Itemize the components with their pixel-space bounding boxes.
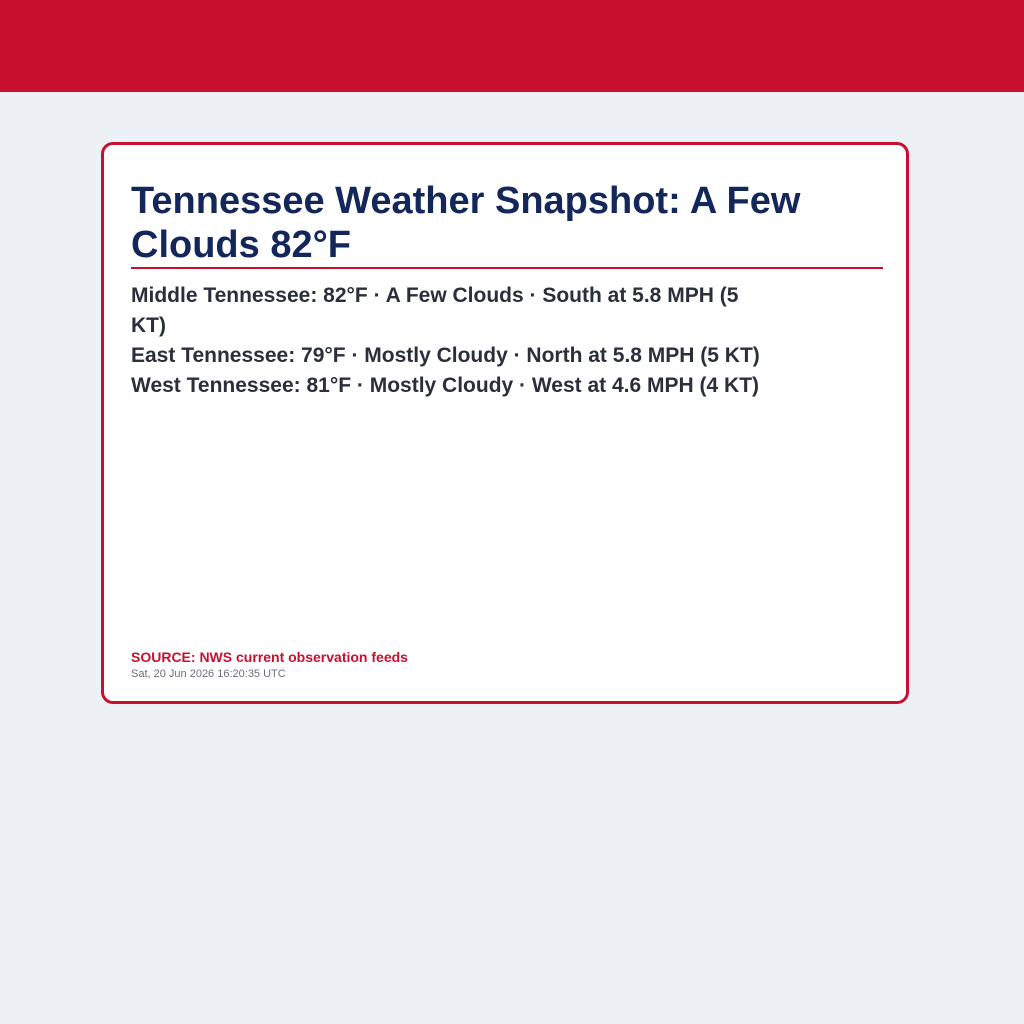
top-banner — [0, 0, 1024, 92]
weather-card — [101, 142, 909, 704]
region-list — [131, 281, 771, 401]
timestamp: Sat, 20 Jun 2026 16:20:35 UTC — [131, 668, 286, 680]
region-middle-tennessee: Middle Tennessee: 82°F · A Few Clouds · South at 5.8 MPH (5 KT) — [131, 284, 739, 337]
region-east-tennessee: East Tennessee: 79°F · Mostly Cloudy · North at 5.8 MPH (5 KT) — [131, 344, 760, 367]
region-west-tennessee: West Tennessee: 81°F · Mostly Cloudy · West at 4.6 MPH (4 KT) — [131, 374, 760, 397]
card-title: Tennessee Weather Snapshot: A Few Clouds 82°F — [131, 180, 801, 266]
title-divider — [131, 267, 883, 269]
source-label: SOURCE: NWS current observation feeds — [131, 649, 408, 665]
